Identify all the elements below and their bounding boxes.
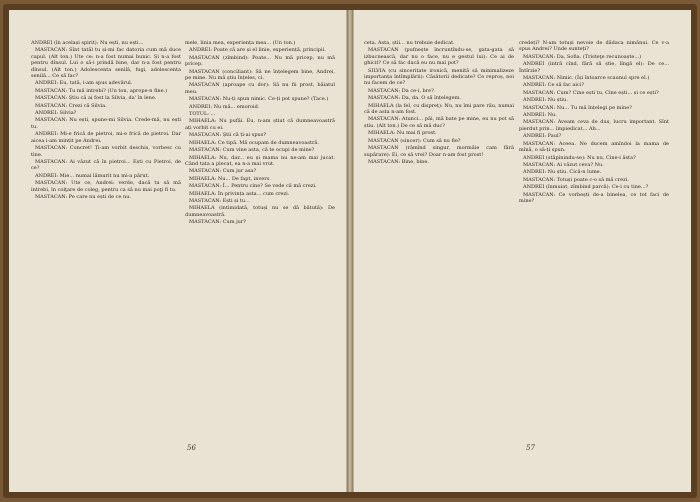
script-paragraph: MIHAELA: Ce tipă. Mă ocupam de dumneavoastră. [189,139,319,146]
script-paragraph: MASTACAN: Știu că ai fost la Silvia, da' în lene. [35,95,157,102]
script-paragraph: MIHAELA: Nu... De fapt, invers. [189,175,271,182]
script-paragraph: MASTACAN: Totuși poate c-o să mă crezi. [523,176,629,183]
right-column-2 [519,40,669,450]
script-paragraph: MASTACAN: Bine, bine. [368,158,429,165]
script-paragraph: MASTACAN: Ai văzut că în pietroi... Ești cu Pietroi, de ce? [31,158,181,172]
script-paragraph: MASTACAN: Știi că ți-ai spus? [189,132,267,139]
script-paragraph: MASTACAN: Ai văzut ceva? Nu. [523,161,604,168]
script-paragraph: MASTACAN: Da ce-i, bre? [368,87,434,94]
script-paragraph: ANDREI (stăpînindu-se): Nu nu, Cine-i ăsta? [523,154,636,161]
script-paragraph: ANDREI (în același spirit): Nu ești, nu ești... [31,40,144,46]
script-paragraph: ANDREI: Eu, tată, i-am spus adevărul. [35,80,133,87]
script-paragraph: MIHAELA: Nu pufăi. Eu, n-am știut că dumneavoastră ați vorbit cu ei. [185,118,335,131]
script-paragraph: MASTACAN: Ce vorbești de-a binelea, ce tot faci de mine? [519,191,669,204]
script-paragraph: ANDREI: Poate că are și el linie, experiență, principii. [189,47,326,54]
script-paragraph: MASTACAN (aproape cu dor): Să nu fii prost, băiatul meu. [185,82,335,95]
script-paragraph: credeți? N-am totuși nevoie de dădaca nimănui. Ce v-a spus Andrei? Unde sunteți? [519,40,669,53]
open-book [3,4,697,498]
script-paragraph: MASTACAN: Tu mă intrebi? (Un ton, aprope-n fine.) [35,87,168,94]
script-paragraph: MASTACAN (pufnește încruntîndu-se, gata-gata să izbucnească, dar nu o face, nu e gestul lui): Ce ai de ghicit? Ce să fac dacă eu nu mai pot? [364,47,514,67]
script-paragraph: MASTACAN (sincer): Cum să nu fie? [368,137,461,144]
script-paragraph: MASTACAN: Cum jur asa? [189,168,257,175]
script-paragraph: MASTACAN: Sînt tatăl tu și-mi fac datoria cum mă duce capul. (Alt ton.) Ute ce: n-a fost numai bunic. Și n-a fost pentru dînsul. Lui o să-i prindă bine, dar n-a fost pentru dînsul. (Alt ton.) Adolescenta senilă, fugi, adolescenta senilă... Ce să fac? [31,47,181,80]
script-paragraph: MASTACAN: Ute ce, Andrei: verde, dacă tu să mă intrebi, în colţare de coleg, pentru ca să nu mai poţi fi tu. [31,180,181,193]
right-column-1 [364,40,514,450]
script-paragraph: MASTACAN: Pe care nu ești de ce nu. [35,193,132,200]
script-paragraph: MASTACAN: Concret! Ți-am vorbit deschis, vorbesc cu tine. [31,145,181,158]
script-paragraph: ANDREI: Nu mă... emoroid. [189,103,260,110]
script-paragraph: ANDREI: Ce să fac aici? [523,82,585,89]
page-number-right: 57 [526,444,535,452]
script-paragraph: MASTACAN: Cum? Cine ești tu, Cine ești... și ce ești? [523,89,659,96]
script-paragraph: MIHAELA (la fel, cu dispreț): Nu, nu îmi pare rău, numai că de asta n-am fost. [364,102,514,116]
script-paragraph: ANDREI: Nu știu. Cică-n lume. [523,169,602,176]
script-paragraph: MASTACAN (râmînd singur, mormăie cam fără supărare): Ei, ce să vrei? Doar n-am fost prost! [364,145,514,158]
script-paragraph: mele, linia mea, experiența mea... (Un ton.) [185,40,296,46]
script-paragraph: MASTACAN: Î... Pentru cine? Se vede că mă crezi. [189,183,317,190]
script-paragraph: MIHAELA: Nu mai fi prost. [368,130,437,137]
script-paragraph: MASTACAN: Crezi că Silvia. [35,102,107,109]
script-paragraph: MASTACAN (zîmbind): Poate... Nu mă pricep, nu mă pricep. [185,54,335,68]
script-paragraph: ANDREI: Mi-e frică de pietroi, mi-e frică de pietroi. Dar aicea i-am mințit pe Andrei. [31,131,181,144]
left-column-2 [185,40,335,450]
script-paragraph: MASTACAN: Cum vine asta, că te ocupi de mine? [189,147,315,154]
script-paragraph: MASTACAN: Aceea. Ne ducem amîndoi la mama de mînă, o să-ți spun. [519,140,669,154]
script-paragraph: MIHAELA: Nu, dar... eu și mama nu ne-am mai jucat. Când tata a plecat, ea n-a mai vrut. [185,154,335,167]
script-paragraph: MASTACAN (conciliant): Să ne înțelegem bine, Andrei, pe mine. Nu mă știu înțeles, ci. [185,68,335,82]
script-paragraph: MASTACAN: Aveam ceva de dus, lucru important. Sînt pierdut prin... împiedicat... Ah... [519,119,669,132]
script-paragraph: MASTACAN: Nu ești, spune-mi Silvia. Crede-mă, nu ești tu. [31,117,181,130]
script-paragraph: ANDREI (intră cînd, fără să știe, lîngă el): De ce... Întîrzie? [519,61,669,74]
script-paragraph: MASTACAN: Nu-ți spun nimic. Ce-ți pot spune? (Tace.) [189,96,329,103]
left-column-1 [31,40,181,450]
script-paragraph: SILVIA (cu sinceritate ironică, menită să minimalizeze importanța întîmplării): Căsătorii dedicate? Ce reproș, noi nu facem de ce? [364,67,514,87]
script-paragraph: ANDREI: Nu știu. [523,97,568,104]
script-paragraph: MASTACAN: Nu... Tu mă înțelegi pe mine? [523,104,632,111]
script-paragraph: MASTACAN: Atunci... păi, mă bate pe mine, eu nu pot să știu. (Alt ton.) De ce să mă duc? [364,116,514,129]
script-paragraph: MASTACAN: Cum jur? [189,219,246,226]
script-paragraph: MASTACAN: Da, da. O să înțelegem. [368,95,461,102]
page-number-left: 56 [187,444,196,452]
script-paragraph: ANDREI: Paul? [523,133,562,140]
script-paragraph: MASTACAN: Ești și tu... [189,197,250,204]
script-paragraph: TOTUL: ... [189,111,216,118]
right-page [353,10,691,492]
script-paragraph: ANDREI: Mie... numai lămurit nu mi-a părut. [35,172,150,179]
script-paragraph: ANDREI: Silvia? [35,110,77,117]
script-paragraph: MASTACAN: Nimic. (Își întoarce scaunul spre el.) [523,75,650,82]
script-paragraph: ANDREI: Nu. [523,112,557,119]
left-page [9,10,347,492]
script-paragraph: MIHAELA: În privința asta... cum crezi. [189,190,290,197]
script-paragraph: ceta. Asta, știi... nu trebuie dedicat. [364,40,455,46]
script-paragraph: MASTACAN: Da, Sofia. (Tristeţe recunoaște...) [523,53,642,60]
script-paragraph: ANDREI (înmuiat, zîmbind parcă): Ce-i cu tine...? [523,184,649,191]
script-paragraph: MIHAELA (intimidată, totuși nu se dă bătută): De dumneavoastră. [185,205,335,218]
